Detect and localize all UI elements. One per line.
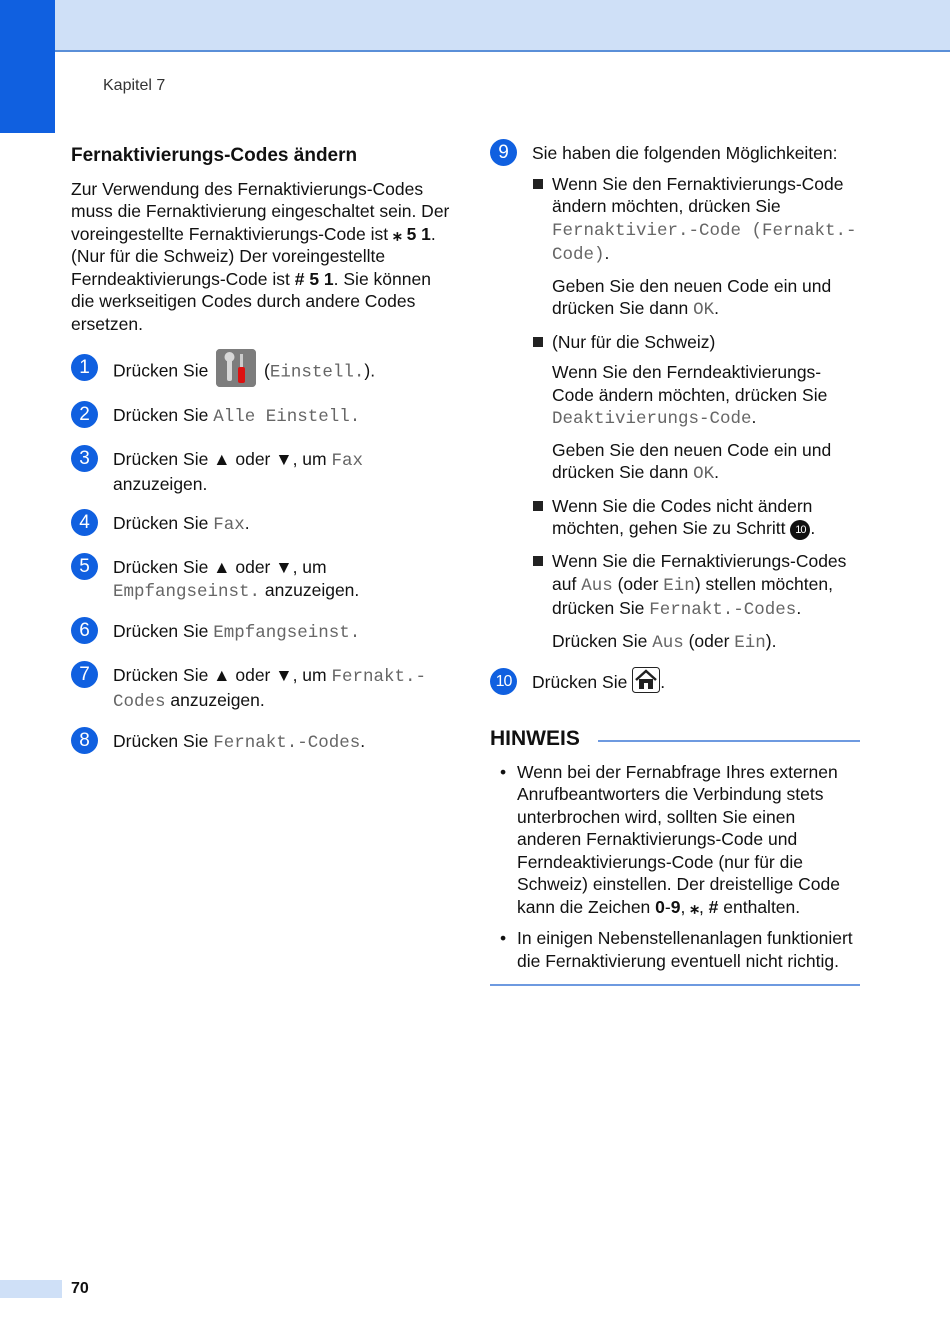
option-text-part: . [714,298,719,318]
option-text-part: Wenn Sie die Fernaktivierungs-Codes auf [552,551,847,594]
step-text: . [244,513,250,533]
intro-text-1: Zur Verwendung des Fernaktivierungs-Codes muss die Fernaktivierung eingeschaltet sein. Der voreingestellte Fernaktivierungs-Code ist [71,178,450,244]
menu-item-fernakt-codes: Fernakt.-Codes [113,667,426,712]
option-text-part: . [796,598,802,618]
step-2 [71,404,451,431]
note-digit-from: 0 [655,896,665,917]
menu-item-ein: Ein [663,575,695,596]
step-number: 3 [71,445,98,472]
option-text-part: Wenn Sie die Codes nicht ändern möchten, gehen Sie zu Schritt [552,495,813,538]
menu-item-ok: OK [693,300,715,320]
bullet: • [500,761,507,782]
option-text-part: . [714,462,719,482]
step-4 [71,512,451,539]
step-text: Drücken Sie ▲ oder ▼, um [113,449,332,469]
option-text-part: Geben Sie den neuen Code ein und drücken Sie dann [552,439,832,482]
step-text: anzuzeigen. [113,473,208,494]
option-text [552,630,860,655]
note-item [490,761,860,919]
option-text [552,173,860,267]
option-text-part: (oder [612,573,664,594]
note-text: Wenn bei der Fernabfrage Ihres externen Anrufbeantworters die Verbindung stets unterbrochen wird, sollten Sie einen anderen Fernaktivierungs-Code und Ferndeaktivierungs-Code (nur für die Schweiz) einstellen. Der dreistellige Code kann die Zeichen [517,761,840,917]
option-text-part: Wenn Sie den Ferndeaktivierungs-Code ändern möchten, drücken Sie [552,362,828,405]
menu-item-einstell: Einstell. [269,362,365,383]
step-text: anzuzeigen. [260,579,360,600]
chapter-tab [0,0,55,133]
step-text: Drücken Sie [113,621,214,641]
step-text: Drücken Sie [532,672,633,692]
square-bullet-icon [533,556,543,566]
menu-item-ein: Ein [734,632,766,653]
note-box [490,728,860,986]
step-number: 4 [71,509,98,536]
bullet: • [500,928,507,948]
step-number: 1 [71,354,98,381]
option-text [552,439,860,486]
option-text [552,361,860,431]
note-text: , [680,896,691,917]
chapter-label: Kapitel 7 [103,77,166,94]
menu-item-fernakt-codes: Fernakt.-Codes [649,600,797,620]
step-text: . [660,672,666,692]
step-text: Drücken Sie [113,513,214,533]
menu-item-empfangseinst: Empfangseinst. [213,623,361,643]
default-deactivation-code: # 5 1 [294,268,334,289]
option-list [532,173,860,655]
step-text: Drücken Sie [113,405,214,425]
step-number: 7 [71,661,98,688]
page-number: 70 [71,1280,89,1297]
option-change-deactivation [532,331,860,486]
square-bullet-icon [533,337,543,347]
step-text: Drücken Sie ▲ oder ▼, um [113,557,327,577]
option-text [552,275,860,322]
step-text: ( [259,360,270,381]
note-bottom-divider [490,984,860,986]
step-text: Drücken Sie [113,731,214,751]
square-bullet-icon [533,501,543,511]
step-3 [71,448,451,495]
step-text: Drücken Sie ▲ oder ▼, um [113,665,332,685]
note-list [490,761,860,973]
step-reference: 10 [790,520,810,540]
step-1 [71,357,451,387]
left-column [71,145,451,774]
menu-item-fernaktivier-code: Fernaktivier.-Code (Fernakt.-Code) [552,220,857,265]
option-text-part: . [751,407,757,427]
note-hash-symbol: # [708,896,719,917]
step-7 [71,664,451,713]
intro-text-2: . (Nur für die Schweiz) Der voreingestellte Ferndeaktivierungs-Code ist [71,223,436,289]
intro-text-3: . Sie können die werkseitigen Codes durch andere Codes ersetzen. [71,268,431,334]
note-text: enthalten. [718,896,801,917]
home-icon [632,667,660,693]
menu-item-fax: Fax [213,515,245,535]
option-text [552,495,860,542]
note-text: , [698,896,709,917]
default-activation-code: ⁎ 5 1 [392,223,431,244]
menu-item-deaktivierungs-code: Deaktivierungs-Code [552,409,752,429]
option-text-part: . [810,518,816,538]
menu-item-aus: Aus [652,632,684,653]
tools-icon [216,349,256,387]
note-text: In einigen Nebenstellenanlagen funktioniert die Fernaktivierung eventuell nicht richtig. [517,928,853,971]
menu-item-fax: Fax [331,451,363,471]
intro-paragraph [71,178,451,336]
note-text: - [664,896,671,917]
step-9 [490,142,860,654]
menu-item-ok: OK [693,464,715,484]
note-title: HINWEIS [490,728,590,751]
option-text: (Nur für die Schweiz) [552,331,716,352]
step-10 [490,671,860,698]
step-8 [71,730,451,757]
step-text: anzuzeigen. [165,689,265,710]
note-digit-to: 9 [670,896,681,917]
option-change-activation [532,173,860,322]
footer-bar [0,1280,62,1298]
option-text-part: Drücken Sie [552,630,653,651]
menu-item-aus: Aus [581,575,613,596]
section-title: Fernaktivierungs-Codes ändern [71,145,358,166]
option-toggle-codes [532,550,860,654]
header-bar [0,0,950,52]
option-text-part: Geben Sie den neuen Code ein und drücken Sie dann [552,275,832,318]
option-text-part: ). [765,630,777,651]
step-number: 10 [490,668,517,695]
step-number: 2 [71,401,98,428]
option-text-part: ) stellen möchten, drücken Sie [552,573,833,618]
menu-item-alle-einstell: Alle Einstell. [213,407,361,427]
square-bullet-icon [533,179,543,189]
step-5 [71,556,451,603]
option-text-part: . [604,243,610,263]
step-text: Drücken Sie [113,360,214,381]
menu-item-fernakt-codes: Fernakt.-Codes [213,733,361,753]
option-text-part: (oder [683,630,735,651]
note-star-symbol: ⁎ [690,896,699,917]
menu-item-empfangseinst: Empfangseinst. [113,581,261,602]
right-column [490,142,860,986]
option-text [552,550,860,622]
step-number: 9 [490,139,517,166]
note-divider [598,740,860,742]
step-number: 6 [71,617,98,644]
step-text: Sie haben die folgenden Möglichkeiten: [532,143,838,163]
step-text: . [360,731,366,751]
note-item [490,927,860,972]
option-text-part: Wenn Sie den Fernaktivierungs-Code ändern möchten, drücken Sie [552,173,844,216]
step-text: ). [364,360,376,381]
step-6 [71,620,451,647]
step-number: 5 [71,553,98,580]
step-number: 8 [71,727,98,754]
option-no-change [532,495,860,542]
